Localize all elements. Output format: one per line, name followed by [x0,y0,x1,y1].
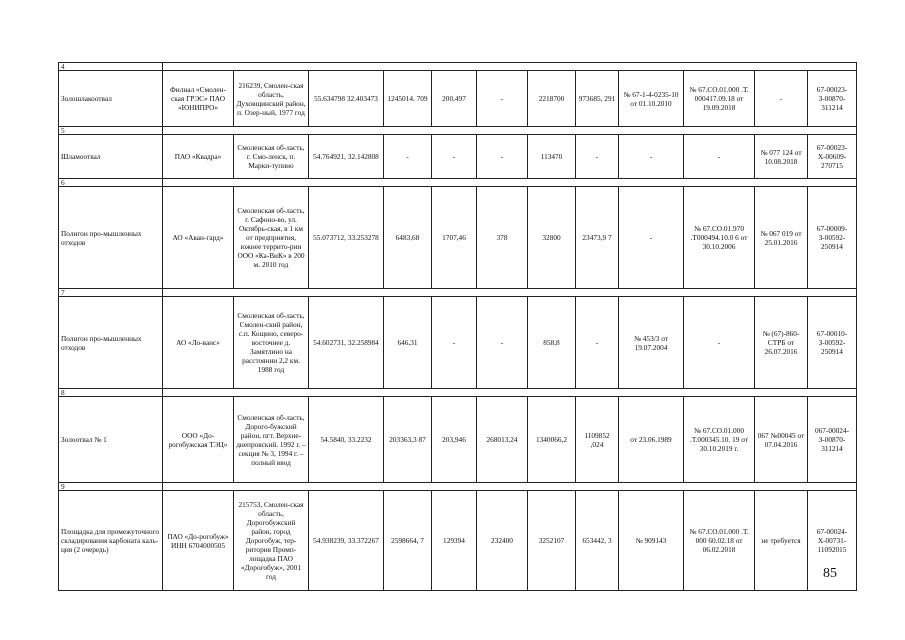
row-number-spacer [163,289,234,297]
row-number-spacer [163,63,234,71]
address-cell: 215753, Смолен-ская область, Дорогобужский район, город Дорогобуж, тер-ритория Промп-лощадка ПАО «Дорогобуж», 2001 год [234,491,309,591]
row-number-spacer [755,289,808,297]
owner-cell: ПАО «До-рогобуж» ИНН 6704000505 [163,491,234,591]
inspection-doc-cell: № 67.СО.01.000 .Т.000345.10. 19 от 30.10.2019 г. [684,397,755,483]
row-number: 9 [59,483,163,491]
address-cell: Смоленская об-ласть, г. Сафоно-во, ул. Октябрь-ская, в 1 км от предприятия, южнее террито-рии ООО «Ка-ВиК» в 200 м. 2010 год [234,187,309,289]
row-number-spacer [384,389,432,397]
total-volume-cell: 858,8 [528,297,576,389]
total-volume-cell: 113470 [528,135,576,179]
license-cell: № 067 019 от 25.01.2016 [755,187,808,289]
row-number-spacer [384,179,432,187]
area-cell: 6483,68 [384,187,432,289]
object-name-cell: Золоотвал № 1 [59,397,163,483]
row-number-spacer [576,63,619,71]
table-row [59,187,857,289]
row-number-spacer [309,127,384,135]
accumulated-cell: - [576,135,619,179]
annual-volume-cell: 378 [477,187,528,289]
object-name-cell: Полигон про-мышленных отходов [59,297,163,389]
owner-cell: АО «Аван-гард» [163,187,234,289]
groro-number-cell: 67-00024-Х-00731-11092015 [808,491,857,591]
row-number-spacer [528,389,576,397]
row-number-line [59,289,857,297]
row-number-spacer [432,63,477,71]
row-number-spacer [755,179,808,187]
row-number-spacer [684,483,755,491]
row-number-spacer [384,289,432,297]
capacity-cell: 129394 [432,491,477,591]
row-number-line [59,483,857,491]
row-number-spacer [684,63,755,71]
permit-cell: № 453/3 от 19.07.2004 [619,297,684,389]
capacity-cell: 1707,46 [432,187,477,289]
license-cell: не требуется [755,491,808,591]
row-number-spacer [619,127,684,135]
row-number-spacer [384,483,432,491]
table-row [59,397,857,483]
registry-table [58,62,857,591]
row-number-spacer [477,289,528,297]
row-number-spacer [477,127,528,135]
permit-cell: № 67-1-4-0235-10 от 01.10.2010 [619,71,684,127]
row-number-spacer [619,289,684,297]
row-number-spacer [234,389,309,397]
row-number-spacer [477,179,528,187]
address-cell: Смоленская об-ласть, Смолен-ский район, с.п. Кощино, северо-восточнее д. Замятлино на расстоянии 2,2 км. 1988 год [234,297,309,389]
address-cell: 216239, Смолен-ская область, Духовщинский район, п. Озер-ный, 1977 год [234,71,309,127]
row-number: 4 [59,63,163,71]
row-number-spacer [432,389,477,397]
permit-cell: - [619,135,684,179]
row-number-spacer [163,179,234,187]
row-number: 8 [59,389,163,397]
row-number-spacer [234,483,309,491]
object-name-cell: Площадка для промежуточного складирования карбоната каль-ция (2 очередь) [59,491,163,591]
area-cell: 2598664, 7 [384,491,432,591]
accumulated-cell: 23473,9 7 [576,187,619,289]
row-number-spacer [755,127,808,135]
row-number-spacer [528,289,576,297]
row-number-spacer [528,179,576,187]
table-row [59,71,857,127]
row-number-spacer [808,179,857,187]
row-number-spacer [163,127,234,135]
row-number-spacer [477,389,528,397]
row-number-spacer [528,127,576,135]
license-cell: № (67)-860-СТРБ от 26.07.2016 [755,297,808,389]
row-number-line [59,127,857,135]
registry-body [59,63,857,591]
annual-volume-cell: - [477,135,528,179]
row-number-spacer [619,483,684,491]
row-number-spacer [684,389,755,397]
row-number-spacer [309,179,384,187]
row-number-line [59,389,857,397]
table-row [59,491,857,591]
license-cell: - [755,71,808,127]
coordinates-cell: 55.634798 32.403473 [309,71,384,127]
groro-number-cell: 67-00023-З-00870-311214 [808,71,857,127]
owner-cell: ПАО «Квадра» [163,135,234,179]
row-number-spacer [684,127,755,135]
area-cell: 646,31 [384,297,432,389]
address-cell: Смоленская об-ласть, Дорого-бужский район, пгт. Верхне-днепровский. 1992 г. – секция № 3, 1994 г. – полный ввод [234,397,309,483]
inspection-doc-cell: - [684,135,755,179]
row-number-spacer [755,63,808,71]
row-number-spacer [528,483,576,491]
row-number-spacer [309,389,384,397]
row-number: 6 [59,179,163,187]
row-number-spacer [619,63,684,71]
permit-cell: - [619,187,684,289]
coordinates-cell: 54.938239, 33.372267 [309,491,384,591]
row-number-spacer [576,127,619,135]
license-cell: № 077 124 от 10.08.2018 [755,135,808,179]
row-number-spacer [309,483,384,491]
coordinates-cell: 54.5840, 33.2232 [309,397,384,483]
accumulated-cell: 973685, 291 [576,71,619,127]
row-number-spacer [432,289,477,297]
row-number-spacer [684,179,755,187]
capacity-cell: - [432,135,477,179]
groro-number-cell: 67-00023-Х-00609-270715 [808,135,857,179]
owner-cell: АО «Ло-ванс» [163,297,234,389]
accumulated-cell: 1109852 ,024 [576,397,619,483]
coordinates-cell: 54.764921, 32.142808 [309,135,384,179]
license-cell: 067 №00045 от 07.04.2016 [755,397,808,483]
row-number-spacer [808,289,857,297]
permit-cell: № 909143 [619,491,684,591]
page-number: 85 [823,566,837,581]
total-volume-cell: 1340066,2 [528,397,576,483]
row-number-spacer [576,179,619,187]
owner-cell: ООО «До-рогобужская ТЭЦ» [163,397,234,483]
row-number-spacer [808,483,857,491]
row-number-spacer [432,483,477,491]
coordinates-cell: 55.073712, 33.253278 [309,187,384,289]
inspection-doc-cell: № 67.СО.01.970 .Т000494.10.0 6 от 30.10.2006 [684,187,755,289]
row-number-line [59,63,857,71]
row-number-spacer [576,389,619,397]
area-cell: - [384,135,432,179]
table-row [59,135,857,179]
inspection-doc-cell: - [684,297,755,389]
row-number-spacer [234,289,309,297]
row-number-spacer [432,127,477,135]
capacity-cell: 200,497 [432,71,477,127]
total-volume-cell: 32800 [528,187,576,289]
inspection-doc-cell: № 67.СО.01.000 .Т. 000417.09.18 от 19.09.2018 [684,71,755,127]
row-number-spacer [234,127,309,135]
capacity-cell: - [432,297,477,389]
area-cell: 203363,3 87 [384,397,432,483]
inspection-doc-cell: № 67.СО.01.000 .Т. 000 60.02.18 от 06.02.2018 [684,491,755,591]
accumulated-cell: - [576,297,619,389]
annual-volume-cell: 232400 [477,491,528,591]
accumulated-cell: 653442, 3 [576,491,619,591]
row-number-spacer [309,63,384,71]
row-number-spacer [755,483,808,491]
row-number-spacer [684,289,755,297]
row-number-spacer [528,63,576,71]
row-number-spacer [384,127,432,135]
row-number-spacer [384,63,432,71]
groro-number-cell: 67-00009-З-00592-250914 [808,187,857,289]
row-number-spacer [477,483,528,491]
total-volume-cell: 2218700 [528,71,576,127]
annual-volume-cell: 268013,24 [477,397,528,483]
coordinates-cell: 54.602731, 32.258984 [309,297,384,389]
row-number-spacer [477,63,528,71]
row-number-spacer [808,127,857,135]
groro-number-cell: 67-00010-З-00592-250914 [808,297,857,389]
groro-number-cell: 067-00024-З-00870-311214 [808,397,857,483]
row-number-spacer [432,179,477,187]
row-number-spacer [163,483,234,491]
row-number-spacer [576,289,619,297]
address-cell: Смоленская об-ласть, г. Смо-ленск, п. Марки-тупино [234,135,309,179]
row-number-spacer [309,289,384,297]
row-number-spacer [234,179,309,187]
object-name-cell: Золошлакоотвал [59,71,163,127]
annual-volume-cell: - [477,71,528,127]
owner-cell: Филиал «Смолен-ская ГРЭС» ПАО «ЮНИПРО» [163,71,234,127]
row-number-spacer [576,483,619,491]
row-number-spacer [234,63,309,71]
row-number-spacer [808,389,857,397]
row-number: 5 [59,127,163,135]
row-number-spacer [163,389,234,397]
area-cell: 1245014. 709 [384,71,432,127]
annual-volume-cell: - [477,297,528,389]
row-number-spacer [619,389,684,397]
object-name-cell: Шламоотвал [59,135,163,179]
total-volume-cell: 3252107 [528,491,576,591]
object-name-cell: Полигон про-мышленных отходов [59,187,163,289]
row-number-spacer [755,389,808,397]
permit-cell: от 23.06.1989 [619,397,684,483]
table-row [59,297,857,389]
row-number-line [59,179,857,187]
row-number-spacer [808,63,857,71]
capacity-cell: 203,946 [432,397,477,483]
row-number: 7 [59,289,163,297]
row-number-spacer [619,179,684,187]
